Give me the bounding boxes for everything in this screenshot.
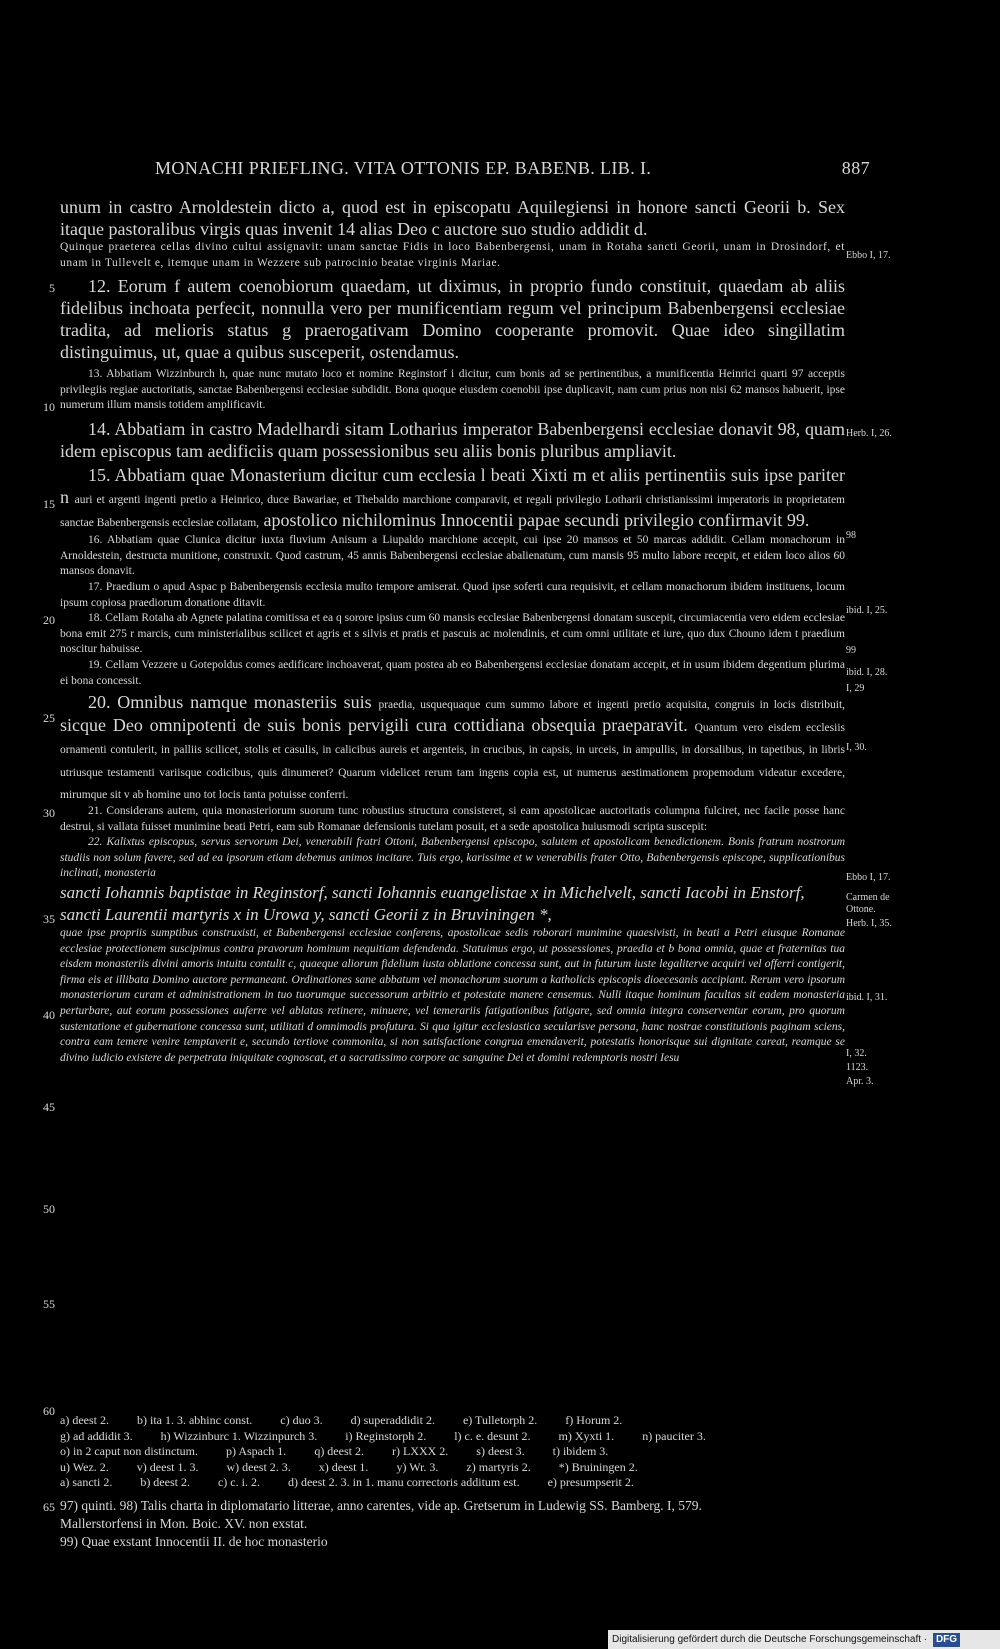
paragraph-15-b: auri et argenti ingenti pretio a Heinrico, duce Bawariae, et Thebaldo marchione comparavit, et regali privilegio Lotharii christianissimi imperatoris in proprietatem sanctae Babenbergensis ecclesiae collatam, (60, 493, 846, 529)
line-number: 60 (43, 1404, 55, 1418)
variant-note: d) deest 2. 3. in 1. manu correctoris additum est. (287, 1475, 520, 1489)
line-number: 35 (43, 912, 55, 926)
variant-note: b) deest 2. (140, 1475, 190, 1489)
margin-note: Ebbo I, 17. (846, 872, 891, 883)
variant-note: o) in 2 caput non distinctum. (60, 1444, 198, 1458)
footnote: 97) quinti. 98) Talis charta in diplomatario litterae, anno carentes, vide ap. Gretserum in Ludewig SS. Bamberg. I, 579. (60, 1498, 702, 1513)
margin-note: Carmen de Ottone. (846, 892, 890, 915)
paragraph-22-c: quae ipse propriis sumptibus construxisti, et Babenbergensi ecclesiae conferens, apostolicae sedis roborari munimine quaesivisti, in beati a Petri eiusque Romanae ecclesiae protectionem suscipimus contra pravorum hominum nequitiam defendenda. Statuimus ergo, ut possessiones, praedia et b bona omnia, quae et fraternitas tua eisdem monasteriis divini amoris intuitu contulit c, quaeque aliorum fidelium iusta oblatione concessa sunt, aut in futurum iuste legaliterve acquiri vel offerri contigerit, firma eis et illibata Domino auctore permaneant. Ordinationes sane abbatum vel monachorum suorum a katholicis episcopis dioecesanis accipiant. Rerum vero ipsorum monasteriorum curam et administrationem in tuo tuorumque successorum arbitrio et potestate manere censemus. Nulli itaque hominum facultas sit eadem monasteria perturbare, aut eorum possessiones auferre vel ablatas retinere, minuere, vel temerariis fatigationibus fatigare, sed omnia integra conserventur eorum, pro quorum sustentatione et gubernatione concessa sunt, utilitati d omnimodis profutura. Si qua igitur ecclesiastica secularisve persona, hanc nostrae constitutionis paginam sciens, contra eam temere venire temptaverit e, secundo tertiove commonita, si non satisfactione congrua emendaverit, potestatis honorisque sui dignitate careat, reamque se divino iudicio existere de perpetrata iniquitate cognoscat, et a sacratissimo corpore ac sanguine Dei et domini redemptoris nostri Iesu (60, 927, 845, 1064)
variant-note: l) c. e. desunt 2. (454, 1428, 531, 1443)
line-number: 40 (43, 1008, 55, 1022)
variant-note: t) ibidem 3. (552, 1444, 609, 1458)
variant-note: y) Wr. 3. (396, 1459, 439, 1474)
margin-note: 99 (846, 645, 856, 656)
line-number: 25 (43, 711, 55, 725)
running-title: MONACHI PRIEFLING. VITA OTTONIS EP. BABENB. LIB. I. (155, 158, 652, 178)
margin-note: 1123. (846, 1062, 869, 1073)
variant-row (60, 1475, 845, 1491)
margin-note: Herb. I, 26. (846, 428, 892, 439)
variant-note: q) deest 2. (314, 1444, 364, 1458)
variant-note: m) Xyxti 1. (558, 1428, 615, 1443)
variant-note: s) deest 3. (476, 1444, 525, 1458)
margin-note: 98 (846, 530, 856, 541)
margin-note: ibid. I, 25. (846, 605, 888, 616)
variant-note: z) martyris 2. (466, 1459, 531, 1474)
paragraph-17: 17. Praedium o apud Aspac p Babenbergensis ecclesia multo tempore amiserat. Quod ipse soferti cura requisivit, et cellam monachorum ibidem instituens, locum ipsum copiosa praediorum donatione ditavit. (60, 580, 845, 609)
margin-note: Apr. 3. (846, 1076, 874, 1087)
variant-note: r) LXXX 2. (391, 1444, 449, 1458)
variant-note: d) superaddidit 2. (350, 1413, 435, 1427)
variant-note: g) ad addidit 3. (60, 1428, 133, 1443)
paragraph-15-head (60, 464, 845, 531)
variant-note: x) deest 1. (318, 1459, 369, 1474)
margin-note: I, 29 (846, 683, 865, 694)
footnote: Mallerstorfensi in Mon. Boic. XV. non exstat. (60, 1516, 308, 1531)
paragraph-18: 18. Cellam Rotaha ab Agnete palatina comitissa et ea q sorore ipsius cum 60 mansis ecclesiae Babenbergensi donatam suscepit, circumiacentia vero eidem ecclesiae bona emit 275 r marcis, cum ministerialibus scilicet et agris et s silvis et pratis et pascuis ac molendinis, et cum omni utilitate et iure, quo dux Chouno idem t praedium noscitur habuisse. (60, 612, 845, 656)
paragraph-13: 13. Abbatiam Wizzinburch h, quae nunc mutato loco et nomine Reginstorf i dicitur, cum bonis ad se pertinentibus, a munificentia Heinrici quarti 97 acceptis privilegiis regiae auctoritatis, sanctae Babenbergensi ecclesiae subdidit. Bona quoque eiusdem coenobii ipse duplicavit, nam cum prius non nisi 62 mansos habuerit, ipse numerum illum mansis totidem amplificavit. (60, 368, 845, 412)
paragraph-19: 19. Cellam Vezzere u Gotepoldus comes aedificare inchoaverat, quam postea ab eo Babenbergensi ecclesiae donatam accepit, et in usum ibidem degentium plurima ei bona concessit. (60, 658, 845, 687)
variant-note: i) Reginstorph 2. (345, 1428, 427, 1443)
margin-note: Herb. I, 35. (846, 918, 892, 929)
variant-note: e) presumpserit 2. (547, 1475, 634, 1489)
variant-note: c) c. i. 2. (217, 1475, 260, 1489)
margin-note: I, 30. (846, 742, 867, 753)
line-number: 65 (43, 1500, 55, 1514)
paragraph-22-b: sancti Iohannis baptistae in Reginstorf, sancti Iohannis euangelistae x in Michelvelt, sancti Iacobi in Enstorf, sancti Laurentii martyris x in Urowa y, sancti Georii z in Bruviningen *, (60, 883, 805, 925)
variant-row (60, 1444, 845, 1460)
variant-row (60, 1413, 845, 1429)
paragraph-20-b: praedia, usquequaque cum summo labore et ingenti pretio acquisita, congruis in locis distribuit, (378, 699, 846, 712)
paragraph-20-head (60, 691, 845, 804)
paragraph-14: 14. Abbatiam in castro Madelhardi sitam Lotharius imperator Babenbergensi ecclesiae donavit 98, quam idem episcopus tam aedificiis quam possessionibus seu aliis bonis pluribus ampliavit. (60, 418, 845, 461)
line-number: 5 (49, 281, 55, 295)
line-number: 50 (43, 1202, 55, 1216)
paragraph-15-a: 15. Abbatiam quae Monasterium dicitur cum ecclesia l beati Xixti m et aliis pertinentiis suis ipse pariter n (60, 464, 845, 507)
paragraph-15-c: apostolico nichilominus Innocentii papae secundi privilegio confirmavit 99. (263, 509, 810, 530)
digitization-credit (608, 1630, 1000, 1649)
variant-note: a) deest 2. (60, 1413, 109, 1427)
variant-row (60, 1429, 845, 1445)
credit-text: Digitalisierung gefördert durch die Deutsche Forschungsgemeinschaft · (612, 1634, 928, 1645)
variant-note: n) pauciter 3. (642, 1428, 706, 1443)
variant-note: f) Horum 2. (565, 1413, 623, 1427)
margin-note: Ebbo I, 17. (846, 250, 891, 261)
variant-note: h) Wizzinburc 1. Wizzinpurch 3. (160, 1428, 318, 1443)
line-number: 55 (43, 1297, 55, 1311)
page-number: 887 (841, 158, 870, 178)
variant-note: v) deest 1. 3. (136, 1459, 199, 1474)
variant-apparatus (60, 1413, 845, 1491)
margin-note: I, 32. (846, 1048, 867, 1059)
margin-note: ibid. I, 31. (846, 992, 888, 1003)
variant-note: e) Tulletorph 2. (462, 1413, 538, 1427)
variant-note: w) deest 2. 3. (226, 1459, 291, 1474)
variant-note: p) Aspach 1. (225, 1444, 287, 1458)
line-number: 10 (43, 400, 55, 414)
paragraph-11-end: unum in castro Arnoldestein dicto a, quod est in episcopatu Aquilegiensi in honore sancti Georii b. Sex itaque pastoralibus virgis quas invenit 14 alias Deo c auctore suo studio addidit d. (60, 197, 845, 239)
paragraph-20-d: Quantum vero eisdem ecclesiis ornamenti contulerit, in palliis scilicet, stolis et casulis, in calicibus aureis et argenteis, in crucibus, in capsis, in urceis, in ampullis, in dorsalibus, in tapetibus, in libris utriusque testamenti variisque codicibus, quis dinumeret? Quarum videlicet rerum tam ingens copia est, ut numerus aestimationem propemodum videatur excedere, mirumque sit v ab homine uno tot locis tanta potuisse conferri. (60, 721, 846, 802)
variant-note: *) Bruiningen 2. (558, 1459, 638, 1474)
footnotes (60, 1497, 845, 1551)
main-text (60, 196, 845, 1066)
variant-row (60, 1460, 845, 1476)
variant-note: a) sancti 2. (60, 1475, 113, 1489)
paragraph-20-c: sicque Deo omnipotenti de suis bonis pervigili cura cottidiana obsequia praeparavit. (60, 714, 688, 735)
footnote: 99) Quae exstant Innocentii II. de hoc monasterio (60, 1534, 328, 1549)
dfg-logo: DFG (933, 1633, 960, 1647)
variant-note: u) Wez. 2. (60, 1459, 109, 1474)
variant-note: c) duo 3. (280, 1413, 323, 1427)
paragraph-21: 21. Considerans autem, quia monasteriorum suorum tunc robustius structura consisteret, si eam apostolicae auctoritatis columpna fulciret, nec facile posse hanc destrui, si vallata fuisset munimine beati Petri, eam sub Romanae defensionis tutelam posuit, et a sede apostolica huiusmodi scripta suscepit: (60, 805, 845, 833)
variant-note: b) ita 1. 3. abhinc const. (136, 1413, 253, 1427)
paragraph-12: 12. Eorum f autem coenobiorum quaedam, ut diximus, in proprio fundo constituit, quaedam ab aliis fidelibus inchoata perfecit, nonnulla vero per munificentiam regum vel principum Babenbergensi ecclesiae tradita, ad melioris status g praerogativam Domino cooperante promovit. Quae ideo singillatim distinguimus, ut, quae a quibus susceperit, ostendamus. (60, 276, 845, 363)
line-number: 45 (43, 1100, 55, 1114)
paragraph-20-a: 20. Omnibus namque monasteriis suis (88, 692, 372, 713)
paragraph-16: 16. Abbatiam quae Clunica dicitur iuxta fluvium Anisum a Liupaldo marchione accepit, cui ipse 20 mansos et 50 marcas addidit. Cellam monachorum in Arnoldestein, destructa munitione, construxit. Quod castrum, 45 annis Babenbergensi ecclesiae abalienatum, cum mansis 95 multo labore recepit, et eidem loco alios 60 mansos donavit. (60, 534, 845, 578)
line-number: 30 (43, 806, 55, 820)
line-number: 15 (43, 497, 55, 511)
paragraph-11-small: Quinque praeterea cellas divino cultui assignavit: unam sanctae Fidis in loco Babenbergensi, unam in Rotaha sancti Georii, unam in Drosindorf, et unam in Tullevelt e, itemque unam in Wezzere sub patrocinio beatae virginis Mariae. (60, 241, 845, 269)
margin-note: ibid. I, 28. (846, 667, 888, 678)
line-number: 20 (43, 613, 55, 627)
paragraph-22-a: 22. Kalixtus episcopus, servus servorum Dei, venerabili fratri Ottoni, Babenbergensi episcopo, salutem et apostolicam benedictionem. Bonis fratrum nostrorum studiis non solum favere, sed ad ea ipsorum etiam debemus animos incitare. Tuis ergo, karissime et w venerabilis frater Otto, Babenbergensis episcope, supplicationibus inclinati, monasteria (60, 836, 845, 880)
